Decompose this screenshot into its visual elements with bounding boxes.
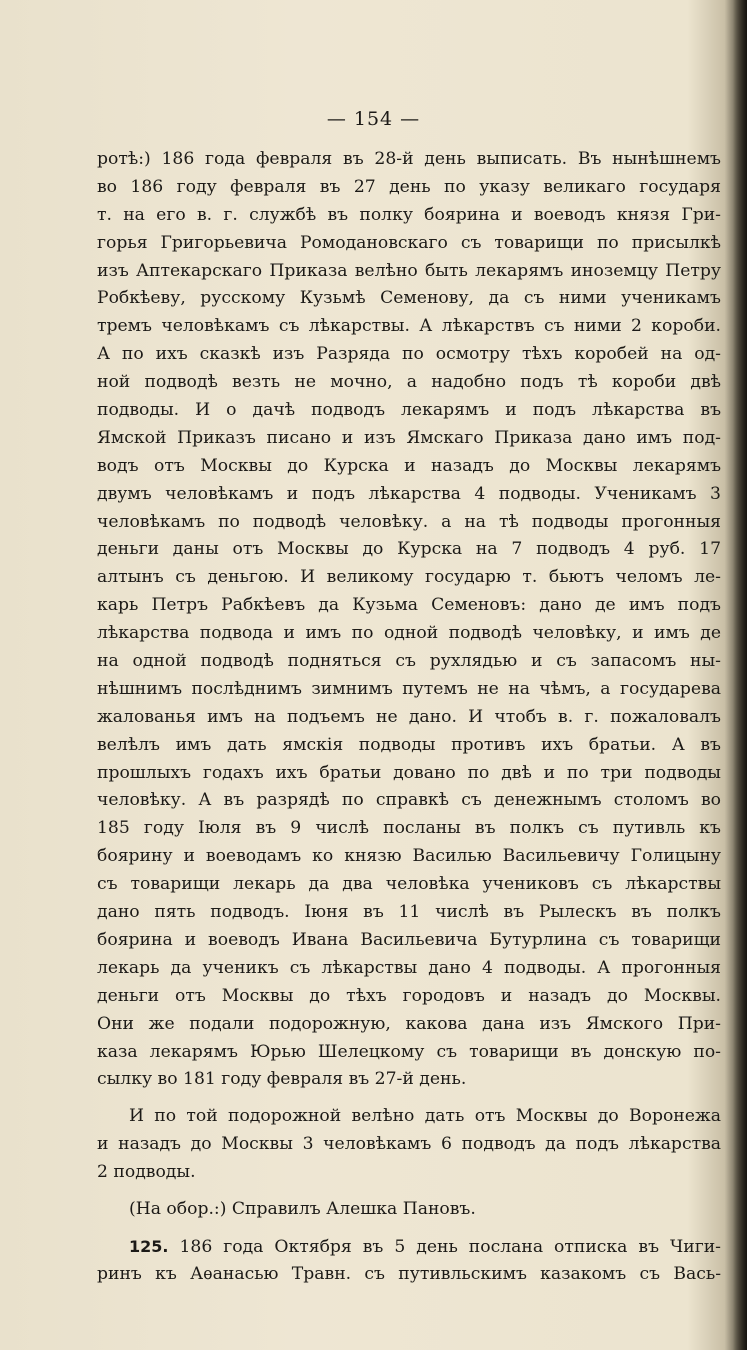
text-line-content: 186 года Октября въ 5 день послана отписка въ Чиги- bbox=[168, 1236, 721, 1257]
text-line: ринъ къ Аѳанасью Травн. съ путивльскимъ казакомъ съ Вась- bbox=[97, 1263, 721, 1284]
text-line: каза лекарямъ Юрью Шелецкому съ товарищи въ донскую по- bbox=[97, 1041, 721, 1062]
text-line: горья Григорьевича Ромодановскаго съ товарищи по присылкѣ bbox=[97, 232, 721, 253]
paragraph-2 bbox=[97, 1103, 721, 1187]
text-line: (На обор.:) Справилъ Алешка Пановъ. bbox=[129, 1198, 476, 1219]
text-line: Ямской Приказъ писано и изъ Ямскаго Приказа дано имъ под- bbox=[97, 427, 721, 448]
document-number: 125. bbox=[129, 1236, 169, 1256]
text-line: Робкѣеву, русскому Кузьмѣ Семенову, да съ ними ученикамъ bbox=[97, 288, 721, 309]
text-line: лѣкарства подвода и имъ по одной подводѣ человѣку, и имъ де bbox=[97, 623, 721, 644]
text-line: прошлыхъ годахъ ихъ братьи довано по двѣ и по три подводы bbox=[97, 762, 721, 783]
text-line: 185 году Іюля въ 9 числѣ посланы въ полкъ съ путивль къ bbox=[97, 818, 721, 839]
text-line: ной подводѣ везть не мочно, а надобно подъ тѣ короби двѣ bbox=[97, 372, 721, 393]
text-line: сылку во 181 году февраля въ 27-й день. bbox=[97, 1069, 467, 1090]
text-line: дано пять подводъ. Іюня въ 11 числѣ въ Рылескъ въ полкъ bbox=[97, 902, 721, 923]
text-line: подводы. И о дачѣ подводъ лекарямъ и подъ лѣкарства въ bbox=[97, 400, 721, 421]
text-line: тремъ человѣкамъ съ лѣкарствы. А лѣкарствъ съ ними 2 короби. bbox=[97, 316, 721, 337]
text-line: ротѣ:) 186 года февраля въ 28-й день выписать. Въ нынѣшнемъ bbox=[97, 149, 721, 169]
text-line: человѣку. А въ разрядѣ по справкѣ съ денежнымъ столомъ во bbox=[97, 790, 721, 811]
body-text bbox=[97, 146, 721, 1289]
text-line: 2 подводы. bbox=[97, 1162, 196, 1183]
text-line: съ товарищи лекарь да два человѣка учениковъ съ лѣкарствы bbox=[97, 874, 721, 895]
page-binding-edge bbox=[733, 0, 747, 1350]
text-line: и назадъ до Москвы 3 человѣкамъ 6 подводъ да подъ лѣкарства bbox=[97, 1134, 721, 1155]
text-line bbox=[97, 1233, 721, 1261]
paragraph-document-125 bbox=[97, 1233, 721, 1289]
text-line: деньги отъ Москвы до тѣхъ городовъ и назадъ до Москвы. bbox=[97, 985, 721, 1006]
text-line: изъ Аптекарскаго Приказа велѣно быть лекарямъ иноземцу Петру bbox=[97, 260, 721, 281]
text-line: боярину и воеводамъ ко князю Василью Васильевичу Голицыну bbox=[97, 846, 721, 867]
text-line: водъ отъ Москвы до Курска и назадъ до Москвы лекарямъ bbox=[97, 455, 721, 476]
text-line: нѣшнимъ послѣднимъ зимнимъ путемъ не на чѣмъ, а государева bbox=[97, 678, 721, 699]
text-line: человѣкамъ по подводѣ человѣку. а на тѣ подводы прогонныя bbox=[97, 511, 721, 532]
text-line: Они же подали подорожную, какова дана изъ Ямского При- bbox=[97, 1013, 721, 1034]
text-line: жалованья имъ на подъемъ не дано. И чтобъ в. г. пожаловалъ bbox=[97, 706, 721, 727]
text-line: деньги даны отъ Москвы до Курска на 7 подводъ 4 руб. 17 bbox=[97, 539, 721, 560]
text-line: А по ихъ сказкѣ изъ Разряда по осмотру тѣхъ коробей на од- bbox=[97, 344, 721, 365]
paragraph-3 bbox=[97, 1196, 721, 1224]
text-line: алтынъ съ деньгою. И великому государю т. бьютъ челомъ ле- bbox=[97, 567, 721, 588]
text-line: И по той подорожной велѣно дать отъ Москвы до Воронежа bbox=[129, 1106, 721, 1127]
text-line: во 186 году февраля въ 27 день по указу великаго государя bbox=[97, 176, 721, 197]
text-line: карь Петръ Рабкѣевъ да Кузьма Семеновъ: дано де имъ подъ bbox=[97, 595, 721, 616]
text-line: т. на его в. г. службѣ въ полку боярина и воеводъ князя Гри- bbox=[97, 204, 721, 225]
text-line: лекарь да ученикъ съ лѣкарствы дано 4 подводы. А прогонныя bbox=[97, 957, 721, 978]
text-line: на одной подводѣ подняться съ рухлядью и съ запасомъ ны- bbox=[97, 651, 721, 672]
page-number: — 154 — bbox=[326, 108, 421, 130]
text-line: велѣлъ имъ дать ямскія подводы противъ ихъ братьи. А въ bbox=[97, 734, 721, 755]
paragraph-1 bbox=[97, 146, 721, 1094]
text-line: двумъ человѣкамъ и подъ лѣкарства 4 подводы. Ученикамъ 3 bbox=[97, 483, 721, 504]
text-line: боярина и воеводъ Ивана Васильевича Бутурлина съ товарищи bbox=[97, 929, 721, 950]
